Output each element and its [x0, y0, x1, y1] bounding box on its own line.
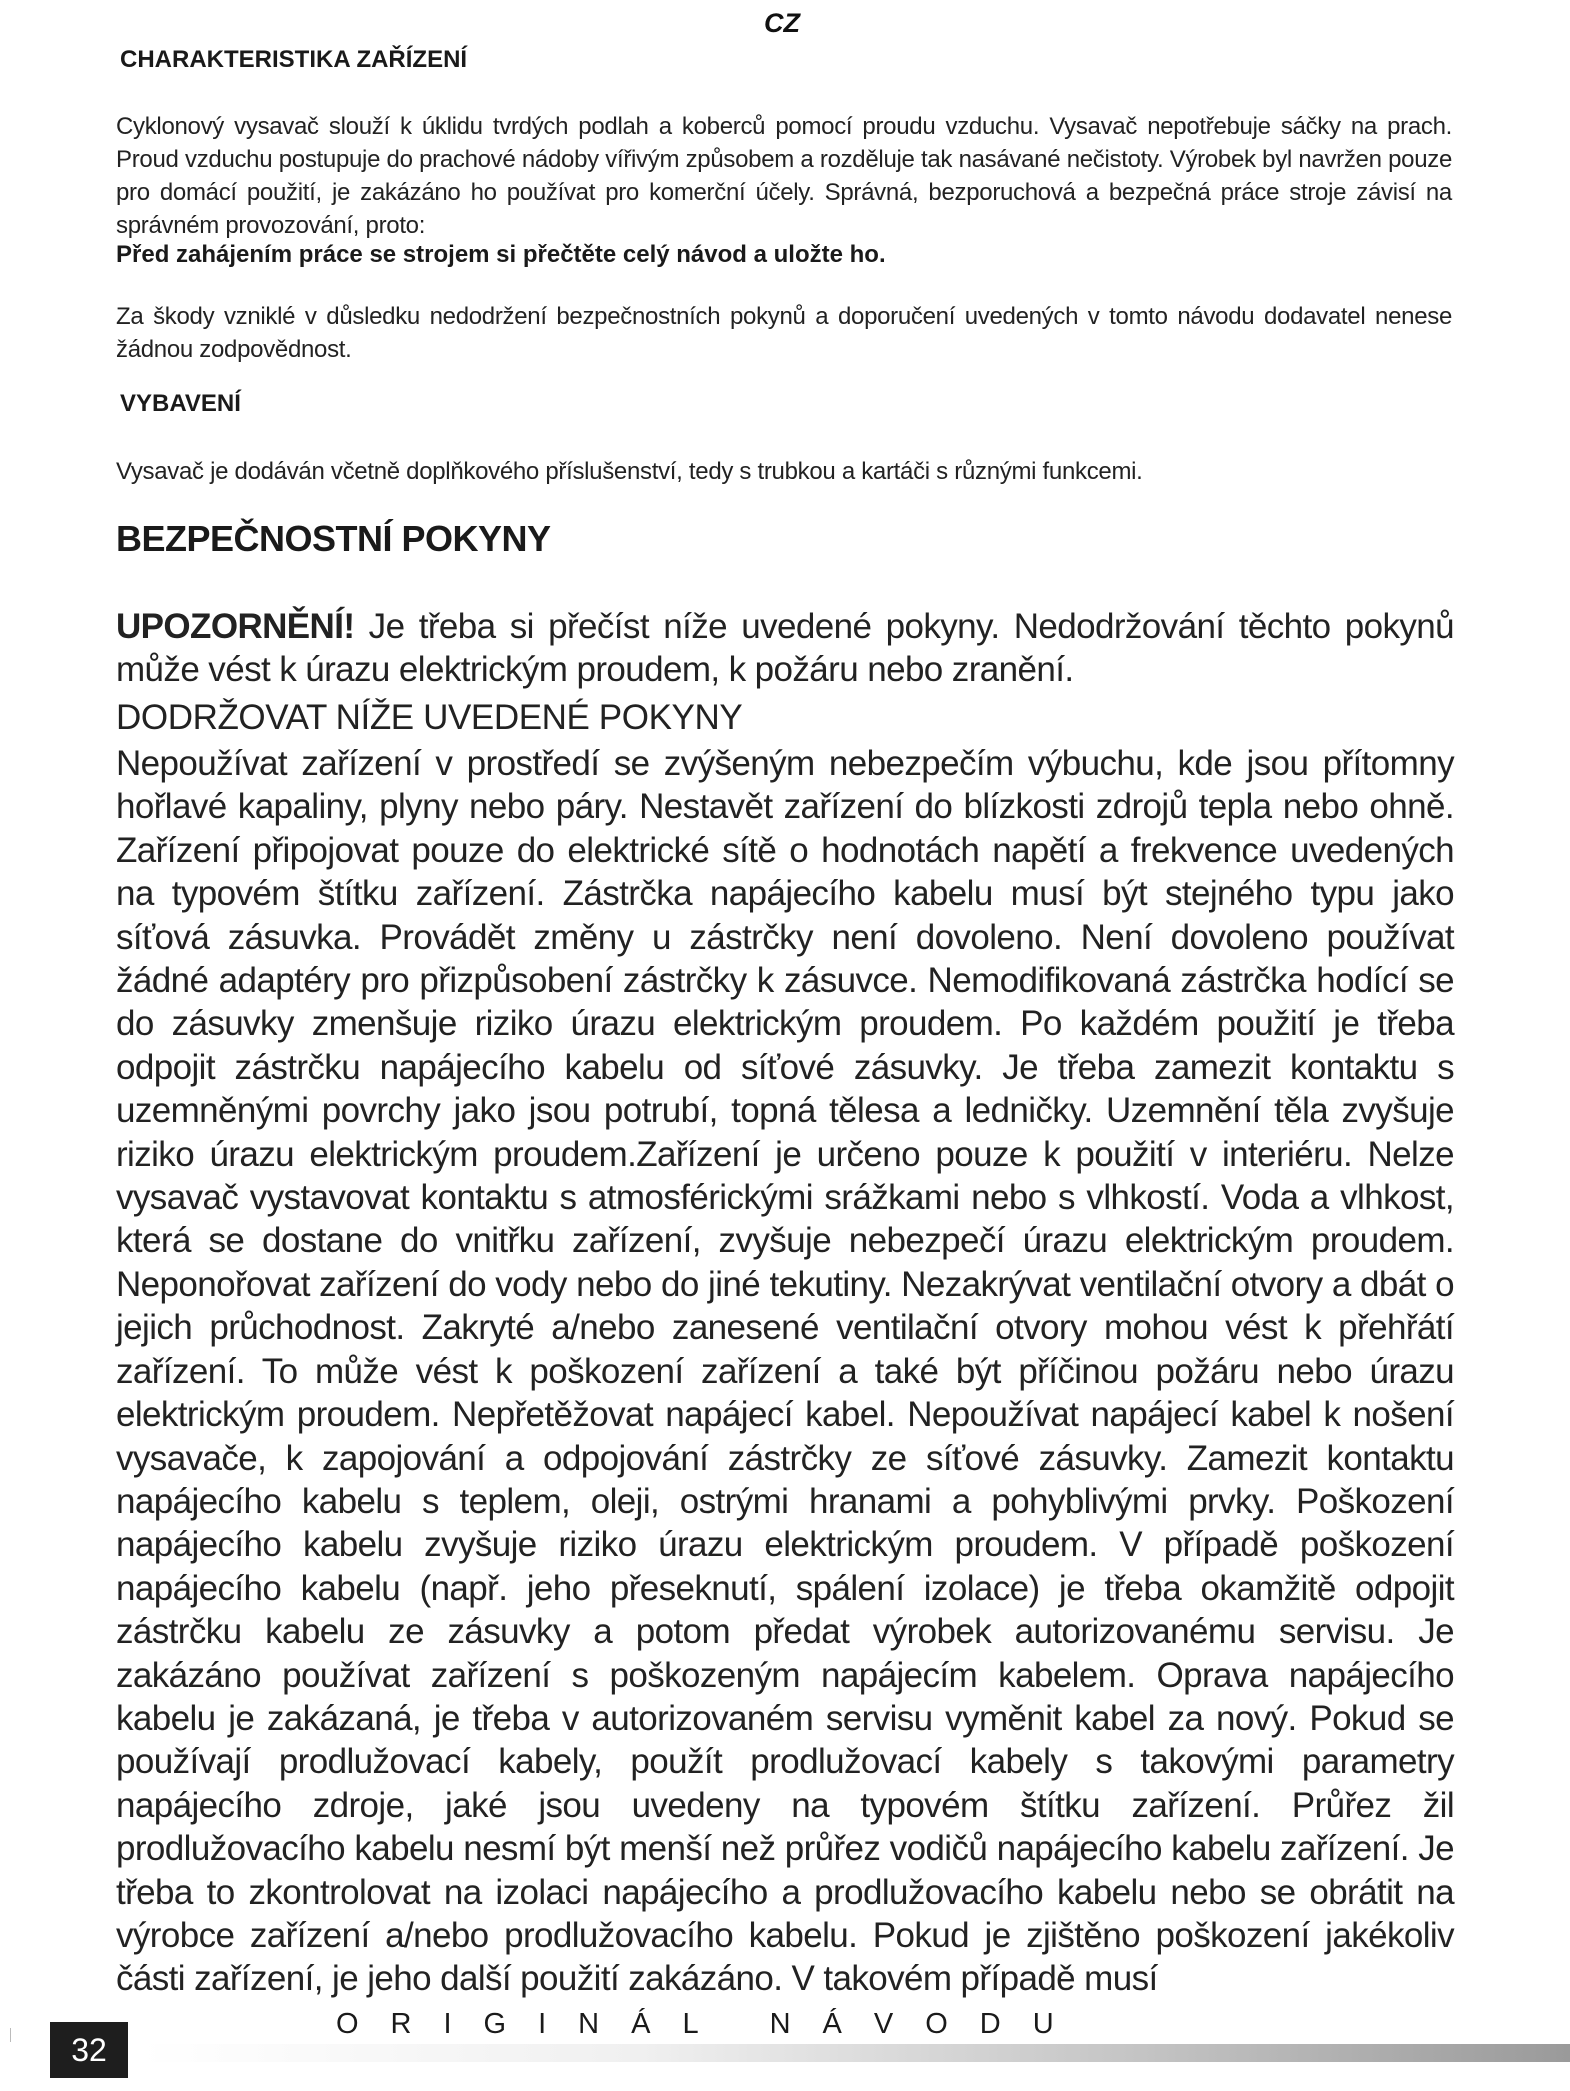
language-code: CZ [764, 8, 800, 38]
follow-instructions-heading: DODRŽOVAT NÍŽE UVEDENÉ POKYNY [116, 698, 743, 737]
safety-heading: BEZPEČNOSTNÍ POKYNY [116, 518, 551, 559]
warning-paragraph [116, 605, 1454, 692]
characteristics-paragraph: Cyklonový vysavač slouží k úklidu tvrdých podlah a koberců pomocí proudu vzduchu. Vysavač nepotřebuje sáčky na prach. Proud vzduchu postupuje do prachové nádoby vířivým způsobem a rozděluje tak nasávané nečistoty. Výrobek byl navržen pouze pro domácí použití, je zakázáno ho používat pro komerční účely. Správná, bezporuchová a bezpečná práce stroje závisí na správném provozování, proto: [116, 113, 1452, 239]
page-number: 32 [50, 2022, 128, 2078]
warning-lead: UPOZORNĚNÍ! [116, 607, 355, 646]
warning-text: Je třeba si přečíst níže uvedené pokyny. Nedodržování těchto pokynů může vést k úrazu elektrickým proudem, k požáru nebo zranění. [116, 607, 1454, 690]
edge-mark [10, 2028, 11, 2042]
read-manual-notice: Před zahájením práce se strojem si přečtěte celý návod a uložte ho. [116, 241, 886, 268]
footer-label: ORIGINÁL NÁVODU [336, 2008, 1086, 2040]
equipment-heading: VYBAVENÍ [120, 390, 241, 417]
safety-body-paragraph: Nepoužívat zařízení v prostředí se zvýšeným nebezpečím výbuchu, kde jsou přítomny hořlavé kapaliny, plyny nebo páry. Nestavět zařízení do blízkosti zdrojů tepla nebo ohně. Zařízení připojovat pouze do elektrické sítě o hodnotách napětí a frekvence uvedených na typovém štítku zařízení. Zástrčka napájecího kabelu musí být stejného typu jako síťová zásuvka. Provádět změny u zástrčky není dovoleno. Není dovoleno používat žádné adaptéry pro přizpůsobení zástrčky k zásuvce. Nemodifikovaná zástrčka hodící se do zásuvky zmenšuje riziko úrazu elektrickým proudem. Po každém použití je třeba odpojit zástrčku napájecího kabelu od síťové zásuvky. Je třeba zamezit kontaktu s uzemněnými povrchy jako jsou potrubí, topná tělesa a ledničky. Uzemnění těla zvyšuje riziko úrazu elektrickým proudem.Zařízení je určeno pouze k použití v interiéru. Nelze vysavač vystavovat kontaktu s atmosférickými srážkami nebo s vlhkostí. Voda a vlhkost, která se dostane do vnitřku zařízení, zvyšuje nebezpečí úrazu elektrickým proudem. Neponořovat zařízení do vody nebo do jiné tekutiny. Nezakrývat ventilační otvory a dbát o jejich průchodnost. Zakryté a/nebo zanesené ventilační otvory mohou vést k přehřátí zařízení. To může vést k poškození zařízení a také být příčinou požáru nebo úrazu elektrickým proudem. Nepřetěžovat napájecí kabel. Nepoužívat napájecí kabel k nošení vysavače, k zapojování a odpojování zástrčky ze síťové zásuvky. Zamezit kontaktu napájecího kabelu s teplem, oleji, ostrými hranami a pohyblivými prvky. Poškození napájecího kabelu zvyšuje riziko úrazu elektrickým proudem. V případě poškození napájecího kabelu (např. jeho přeseknutí, spálení izolace) je třeba okamžitě odpojit zástrčku kabelu ze zásuvky a potom předat výrobek autorizovanému servisu. Je zakázáno používat zařízení s poškozeným napájecím kabelem. Oprava napájecího kabelu je zakázaná, je třeba v autorizovaném servisu vyměnit kabel za nový. Pokud se používají prodlužovací kabely, použít prodlužovací kabely s takovými parametry napájecího zdroje, jaké jsou uvedeny na typovém štítku zařízení. Průřez žil prodlužovacího kabelu nesmí být menší než průřez vodičů napájecího kabelu zařízení. Je třeba to zkontrolovat na izolaci napájecího a prodlužovacího kabelu nebo se obrátit na výrobce zařízení a/nebo prodlužovacího kabelu. Pokud je zjištěno poškození jakékoliv části zařízení, je jeho další použití zakázáno. V takovém případě musí [116, 744, 1454, 1999]
footer-rule [140, 2044, 1570, 2062]
characteristics-heading: CHARAKTERISTIKA ZAŘÍZENÍ [120, 46, 468, 73]
liability-paragraph: Za škody vzniklé v důsledku nedodržení bezpečnostních pokynů a doporučení uvedených v tomto návodu dodavatel nenese žádnou zodpovědnost. [116, 303, 1452, 363]
equipment-paragraph: Vysavač je dodáván včetně doplňkového příslušenství, tedy s trubkou a kartáči s různými funkcemi. [116, 458, 1143, 485]
